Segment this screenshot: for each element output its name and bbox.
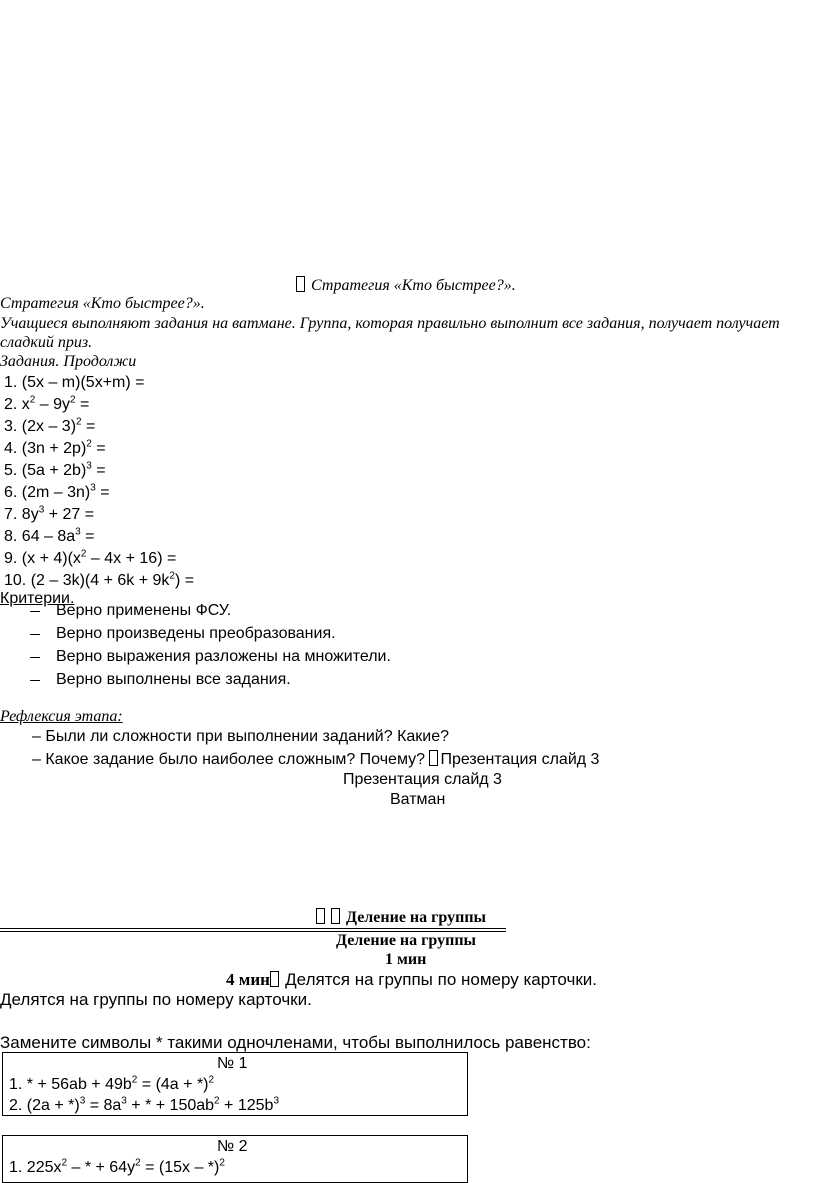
strategy-title: Стратегия «Кто быстрее?». bbox=[0, 295, 205, 312]
task-item: 10. $(2 - 3k)(4 + 6k + 9k^2)$ = bbox=[4, 570, 195, 589]
task-item: 3. (2x – 3)$^2$ = bbox=[4, 416, 96, 435]
bullet-icon bbox=[429, 750, 438, 766]
task-item: 1. (5x – m)(5x+m) = bbox=[4, 374, 145, 391]
bullet-icon bbox=[270, 971, 279, 987]
strategy-description-line2: сладкий приз. bbox=[0, 334, 93, 351]
task-item: 5. $(5a + 2b)^3$ = bbox=[4, 460, 106, 479]
bullet-icon bbox=[316, 908, 325, 924]
tasks-label: Задания. Продолжи bbox=[0, 353, 137, 370]
division-instruction: Делятся на группы по номеру карточки. bbox=[0, 990, 312, 1009]
task-item: 4. $(3n + 2p)^2$ = bbox=[4, 438, 106, 457]
card-number: № 1 bbox=[217, 1055, 248, 1072]
card-line: 1. * + $56ab + 49b^2 = (4a + *)^2$ bbox=[9, 1074, 215, 1093]
criteria-label: Критерии. bbox=[0, 590, 75, 607]
criteria-item: Верно выражения разложены на множители. bbox=[56, 648, 391, 665]
card-number: № 2 bbox=[217, 1138, 248, 1155]
divider-line bbox=[0, 928, 506, 929]
bullet-icon bbox=[331, 908, 340, 924]
division-title: Деление на группы bbox=[336, 932, 477, 949]
reflection-label: Рефлексия этапа: bbox=[0, 708, 123, 725]
task-item: 8. $64 - 8a^3$ = bbox=[4, 526, 95, 545]
task-item: 2. $x^2 - 9y^2$ = bbox=[4, 394, 90, 413]
card-2 bbox=[2, 1135, 468, 1183]
division-heading: Деление на группы bbox=[316, 908, 486, 927]
replace-task: Замените символы * такими одночленами, чтобы выполнилось равенство: bbox=[0, 1033, 591, 1052]
criteria-item: Верно применены ФСУ. bbox=[56, 602, 232, 619]
task-item: 6. (2m – 3n)$^3$ = bbox=[4, 482, 110, 501]
criteria-item: Верно выполнены все задания. bbox=[56, 671, 291, 688]
reflection-question: – Были ли сложности при выполнении заданий? Какие? bbox=[32, 728, 450, 745]
task-item: 9. $(x + 4)(x^2 - 4x + 16)$ = bbox=[4, 548, 177, 567]
reflection-question: – Какое задание было наиболее сложным? Почему? Презентация слайд 3 bbox=[32, 751, 600, 768]
division-time-row: 4 мин Делятся на группы по номеру карточки. bbox=[226, 970, 597, 989]
slide-note: Презентация слайд 3 bbox=[343, 771, 502, 788]
task-item: 7. $8y^3 + 27$ = bbox=[4, 504, 95, 523]
card-line: 2. $(2a + *)^3 = 8a^3$ + * + $150ab^2 + 125b^3$ bbox=[9, 1095, 279, 1114]
criteria-item: Верно произведены преобразования. bbox=[56, 625, 336, 642]
division-duration: 1 мин bbox=[385, 951, 427, 968]
card-1 bbox=[2, 1052, 468, 1116]
strategy-heading: Стратегия «Кто быстрее?». bbox=[296, 276, 516, 295]
tool-note: Ватман bbox=[390, 791, 446, 808]
strategy-description-line1: Учащиеся выполняют задания на ватмане. Группа, которая правильно выполнит все задания, получает получает bbox=[0, 315, 780, 332]
bullet-icon bbox=[296, 276, 305, 292]
card-line: 1. $225x^2$ – * + $64y^2 = (15x - *)^2$ bbox=[9, 1157, 225, 1176]
